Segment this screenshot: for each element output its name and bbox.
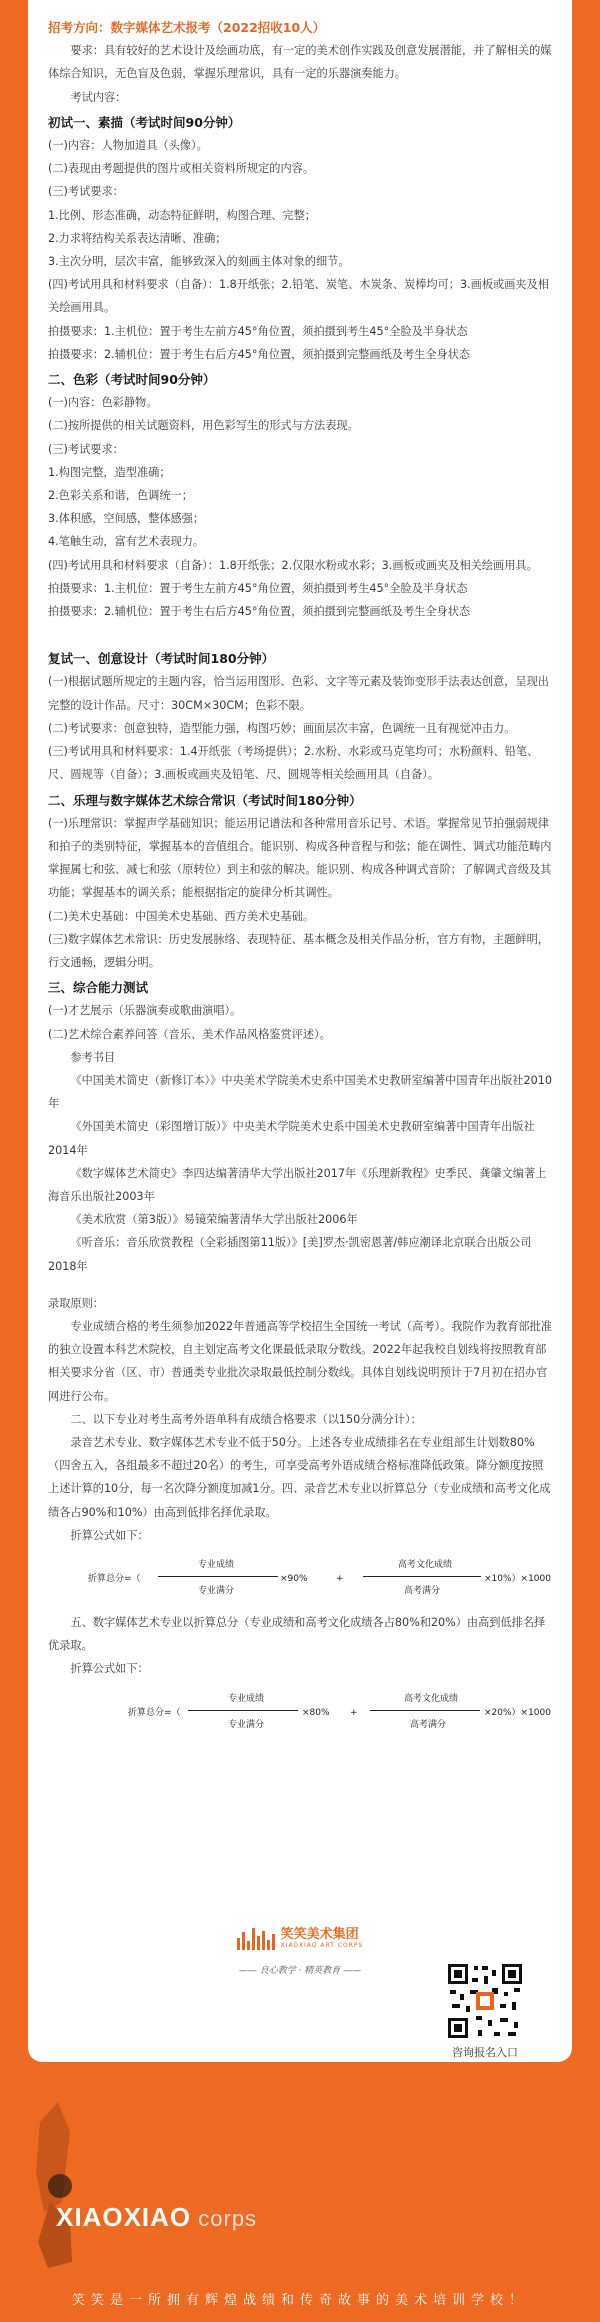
reference-item: 《数字媒体艺术简史》李四达编著清华大学出版社2017年《乐理新教程》史季民、龚肇文编著上海音乐出版社2003年 (48, 1166, 547, 1203)
section-sketch-title: 初试一、素描（考试时间90分钟） (48, 114, 241, 130)
header-title: 招考方向：数字媒体艺术报考（2022招收10人） (48, 20, 326, 35)
section-line: (三)考试要求： (48, 442, 124, 456)
section-line: (三)考试要求： (48, 185, 124, 199)
formula-numerator: 高考文化成绩 (398, 1560, 453, 1570)
fraction-line (188, 1710, 298, 1711)
section-line: (一)根据试题所规定的主题内容，恰当运用图形、色彩、文字等元素及装饰变形手法表达创意，呈现出完整的设计作品。尺寸：30CM×30CM；色彩不限。 (48, 675, 549, 712)
bottom-brand (56, 2202, 257, 2233)
admission-title: 录取原则： (48, 1296, 104, 1310)
section-line: 2.力求将结构关系表达清晰、准确； (48, 231, 227, 245)
brand-slogan: —— 良心教学 · 精英教育 —— (238, 1966, 362, 1977)
formula-numerator: 高考文化成绩 (404, 1693, 459, 1704)
formula-multiplier: ×80% (302, 1707, 330, 1718)
section-creative-title: 复试一、创意设计（考试时间180分钟） (48, 651, 275, 667)
formula-multiplier: ×20%）×1000 (484, 1707, 551, 1718)
bottom-slogan: 笑笑是一所拥有辉煌战绩和传奇故事的美术培训学校！ (0, 2280, 600, 2322)
section-line: (二)美术史基础：中国美术史基础、西方美术史基础。 (48, 909, 315, 923)
admission-text: 专业成绩合格的考生须参加2022年普通高等学校招生全国统一考试（高考）。我院作为教育部批准的独立设置本科艺术院校，自主划定高考文化课最低录取分数线。2022年起我校自划线将按照教育部相关要求分省（区、市）普通类专业批次录取最低控制分数线。具体自划线说明预计于7月初在招办官网进行公布。 (48, 1319, 552, 1403)
formula-denominator: 专业满分 (228, 1719, 265, 1730)
formula-label: 折算公式如下： (70, 1528, 149, 1542)
brand-name-cn: 笑笑美术集团 (280, 1927, 359, 1942)
formula-denominator: 高考满分 (404, 1586, 441, 1596)
intro-text: 要求：具有较好的艺术设计及绘画功底，有一定的美术创作实践及创意发展潜能，并了解相关的媒体综合知识，无色盲及色弱，掌握乐理常识，具有一定的乐器演奏能力。 (48, 44, 552, 81)
brand-name-en: XIAOXIAO ART CORPS (280, 1942, 364, 1949)
formula-multiplier: ×90% (280, 1574, 308, 1584)
section-line: 3.主次分明，层次丰富，能够致深入的刻画主体对象的细节。 (48, 255, 350, 269)
reference-item: 《听音乐：音乐欣赏教程（全彩插图第11版）》[美]罗杰·凯密恩著/韩应潮译北京联合出版公司2018年 (48, 1236, 532, 1273)
section-ability-title: 三、综合能力测试 (48, 980, 149, 996)
section-line: 拍摄要求：2.辅机位：置于考生右后方45°角位置，须拍摄到完整画纸及考生全身状态 (48, 347, 471, 361)
exam-content-label: 考试内容： (70, 90, 127, 104)
section-line: (二)表现由考题提供的图片或相关资料所规定的内容。 (48, 162, 315, 176)
admission-text: 二、以下专业对考生高考外语单科有成绩合格要求（以150分满分计）： (70, 1412, 422, 1426)
section-line: 2.色彩关系和谐，色调统一； (48, 489, 193, 503)
section-line: 1.构图完整，造型准确； (48, 465, 171, 479)
section-color-title: 二、色彩（考试时间90分钟） (48, 372, 216, 388)
reference-item: 《外国美术简史（彩图增订版）》中央美术学院美术史系中国美术史教研室编著中国青年出版社2014年 (48, 1120, 535, 1157)
section-line: 拍摄要求：1.主机位：置于考生左前方45°角位置，须拍摄到考生45°全脸及半身状态 (48, 324, 468, 338)
fraction-line (158, 1576, 278, 1577)
section-line: (一)乐理常识：掌握声学基础知识；能运用记谱法和各种常用音乐记号、术语。掌握常见节拍强弱规律和拍子的类别特征，掌握基本的音值组合。能识别、构成各种音程与和弦；能在调性、调式功能范畴内掌握属七和弦、减七和弦（原转位）到主和弦的解决。能识别、构成各种调式音阶；了解调式音级及其功能；掌握基本的调关系；能根据指定的旋律分析其调性。 (48, 816, 552, 900)
qr-code[interactable] (442, 1958, 528, 2044)
formula-multiplier: ×10%）×1000 (484, 1574, 551, 1584)
formula-denominator: 专业满分 (198, 1586, 235, 1596)
section-line: 3.体积感，空间感，整体感强； (48, 512, 205, 526)
formula-prefix: 折算总分=（ (128, 1707, 181, 1718)
section-line: (二)艺术综合素养问答（音乐、美术作品风格鉴赏评述）。 (48, 1027, 331, 1041)
formula-numerator: 专业成绩 (228, 1693, 265, 1704)
fraction-line (370, 1710, 480, 1711)
section-line: (三)考试用具和材料要求：1.4开纸张（考场提供）；2.水粉、水彩或马克笔均可；水粉颜料、铅笔、尺、圆规等（自备）；3.画板或画夹及铅笔、尺、圆规等相关绘画用具（自备）。 (48, 745, 539, 782)
formula-label: 折算公式如下： (70, 1662, 149, 1676)
section-line: 拍摄要求：1.主机位：置于考生左前方45°角位置，须拍摄到考生45°全脸及半身状态 (48, 581, 468, 595)
section-line: (四)考试用具和材料要求（自备）：1.8开纸张；2.铅笔、炭笔、木炭条、炭棒均可；3.画板或画夹及相关绘画用具。 (48, 278, 549, 315)
admission-text: 录音艺术专业、数字媒体艺术专业不低于50分。上述各专业成绩排名在专业组部生计划数80%（四舍五入，各组最多不超过20名）的考生，可享受高考外语成绩合格标准降低政策。降分额度按照上述计算的10分，每一名次降分额度加减1分。四、录音艺术专业以折算总分（专业成绩和高考文化成绩各占90%和10%）由高到低排名择优录取。 (48, 1435, 551, 1519)
brand-logo (237, 1928, 364, 1950)
section-line: (四)考试用具和材料要求（自备）：1.8开纸张；2.仅限水粉或水彩；3.画板或画夹及相关绘画用具。 (48, 558, 538, 572)
formula-plus: + (350, 1707, 358, 1718)
section-line: (一)内容：人物加道具（头像）。 (48, 139, 208, 153)
formula-prefix: 折算总分=（ (88, 1574, 141, 1584)
references-title: 参考书目 (70, 1050, 116, 1064)
section-line: (二)考试要求：创意独特，造型能力强，构图巧妙；画面层次丰富，色调统一且有视觉冲击力。 (48, 721, 516, 735)
fraction-line (363, 1576, 481, 1577)
decorative-figure (0, 2062, 600, 2282)
formula-numerator: 专业成绩 (198, 1560, 235, 1570)
section-line: (一)内容：色彩静物。 (48, 396, 158, 410)
reference-item: 《中国美术简史（新修订本）》中央美术学院美术史系中国美术史教研室编著中国青年出版社2010年 (48, 1073, 552, 1111)
section-line: (一)才艺展示（乐器演奏或歌曲演唱）。 (48, 1004, 242, 1018)
section-line: (三)数字媒体艺术常识：历史发展脉络、表现特征、基本概念及相关作品分析，官方有物，主题鲜明，行文通畅，逻辑分明。 (48, 932, 549, 969)
pencils-icon (237, 1928, 275, 1950)
formula-digital-media (48, 1681, 552, 1745)
formula-denominator: 高考满分 (410, 1719, 447, 1730)
formula-plus: + (336, 1574, 344, 1584)
admission-text: 五、数字媒体艺术专业以折算总分（专业成绩和高考文化成绩各占80%和20%）由高到低排名择优录取。 (48, 1616, 546, 1653)
formula-recording (48, 1547, 552, 1611)
section-line: 1.比例、形态准确，动态特征鲜明，构图合理、完整； (48, 208, 316, 222)
qr-label: 咨询报名入口 (452, 2046, 518, 2059)
section-music-title: 二、乐理与数字媒体艺术综合常识（考试时间180分钟） (48, 792, 362, 808)
bottom-brand-sub: corps (191, 2206, 258, 2231)
reference-item: 《美术欣赏（第3版）》易镜荣编著清华大学出版社2006年 (70, 1213, 358, 1227)
section-line: 4.笔触生动，富有艺术表现力。 (48, 535, 205, 549)
content-card (28, 0, 572, 2062)
section-line: 拍摄要求：2.辅机位：置于考生右后方45°角位置，须拍摄到完整画纸及考生全身状态 (48, 605, 471, 619)
section-line: (二)按所提供的相关试题资料，用色彩写生的形式与方法表现。 (48, 419, 359, 433)
bottom-brand-main: XIAOXIAO (56, 2202, 192, 2232)
